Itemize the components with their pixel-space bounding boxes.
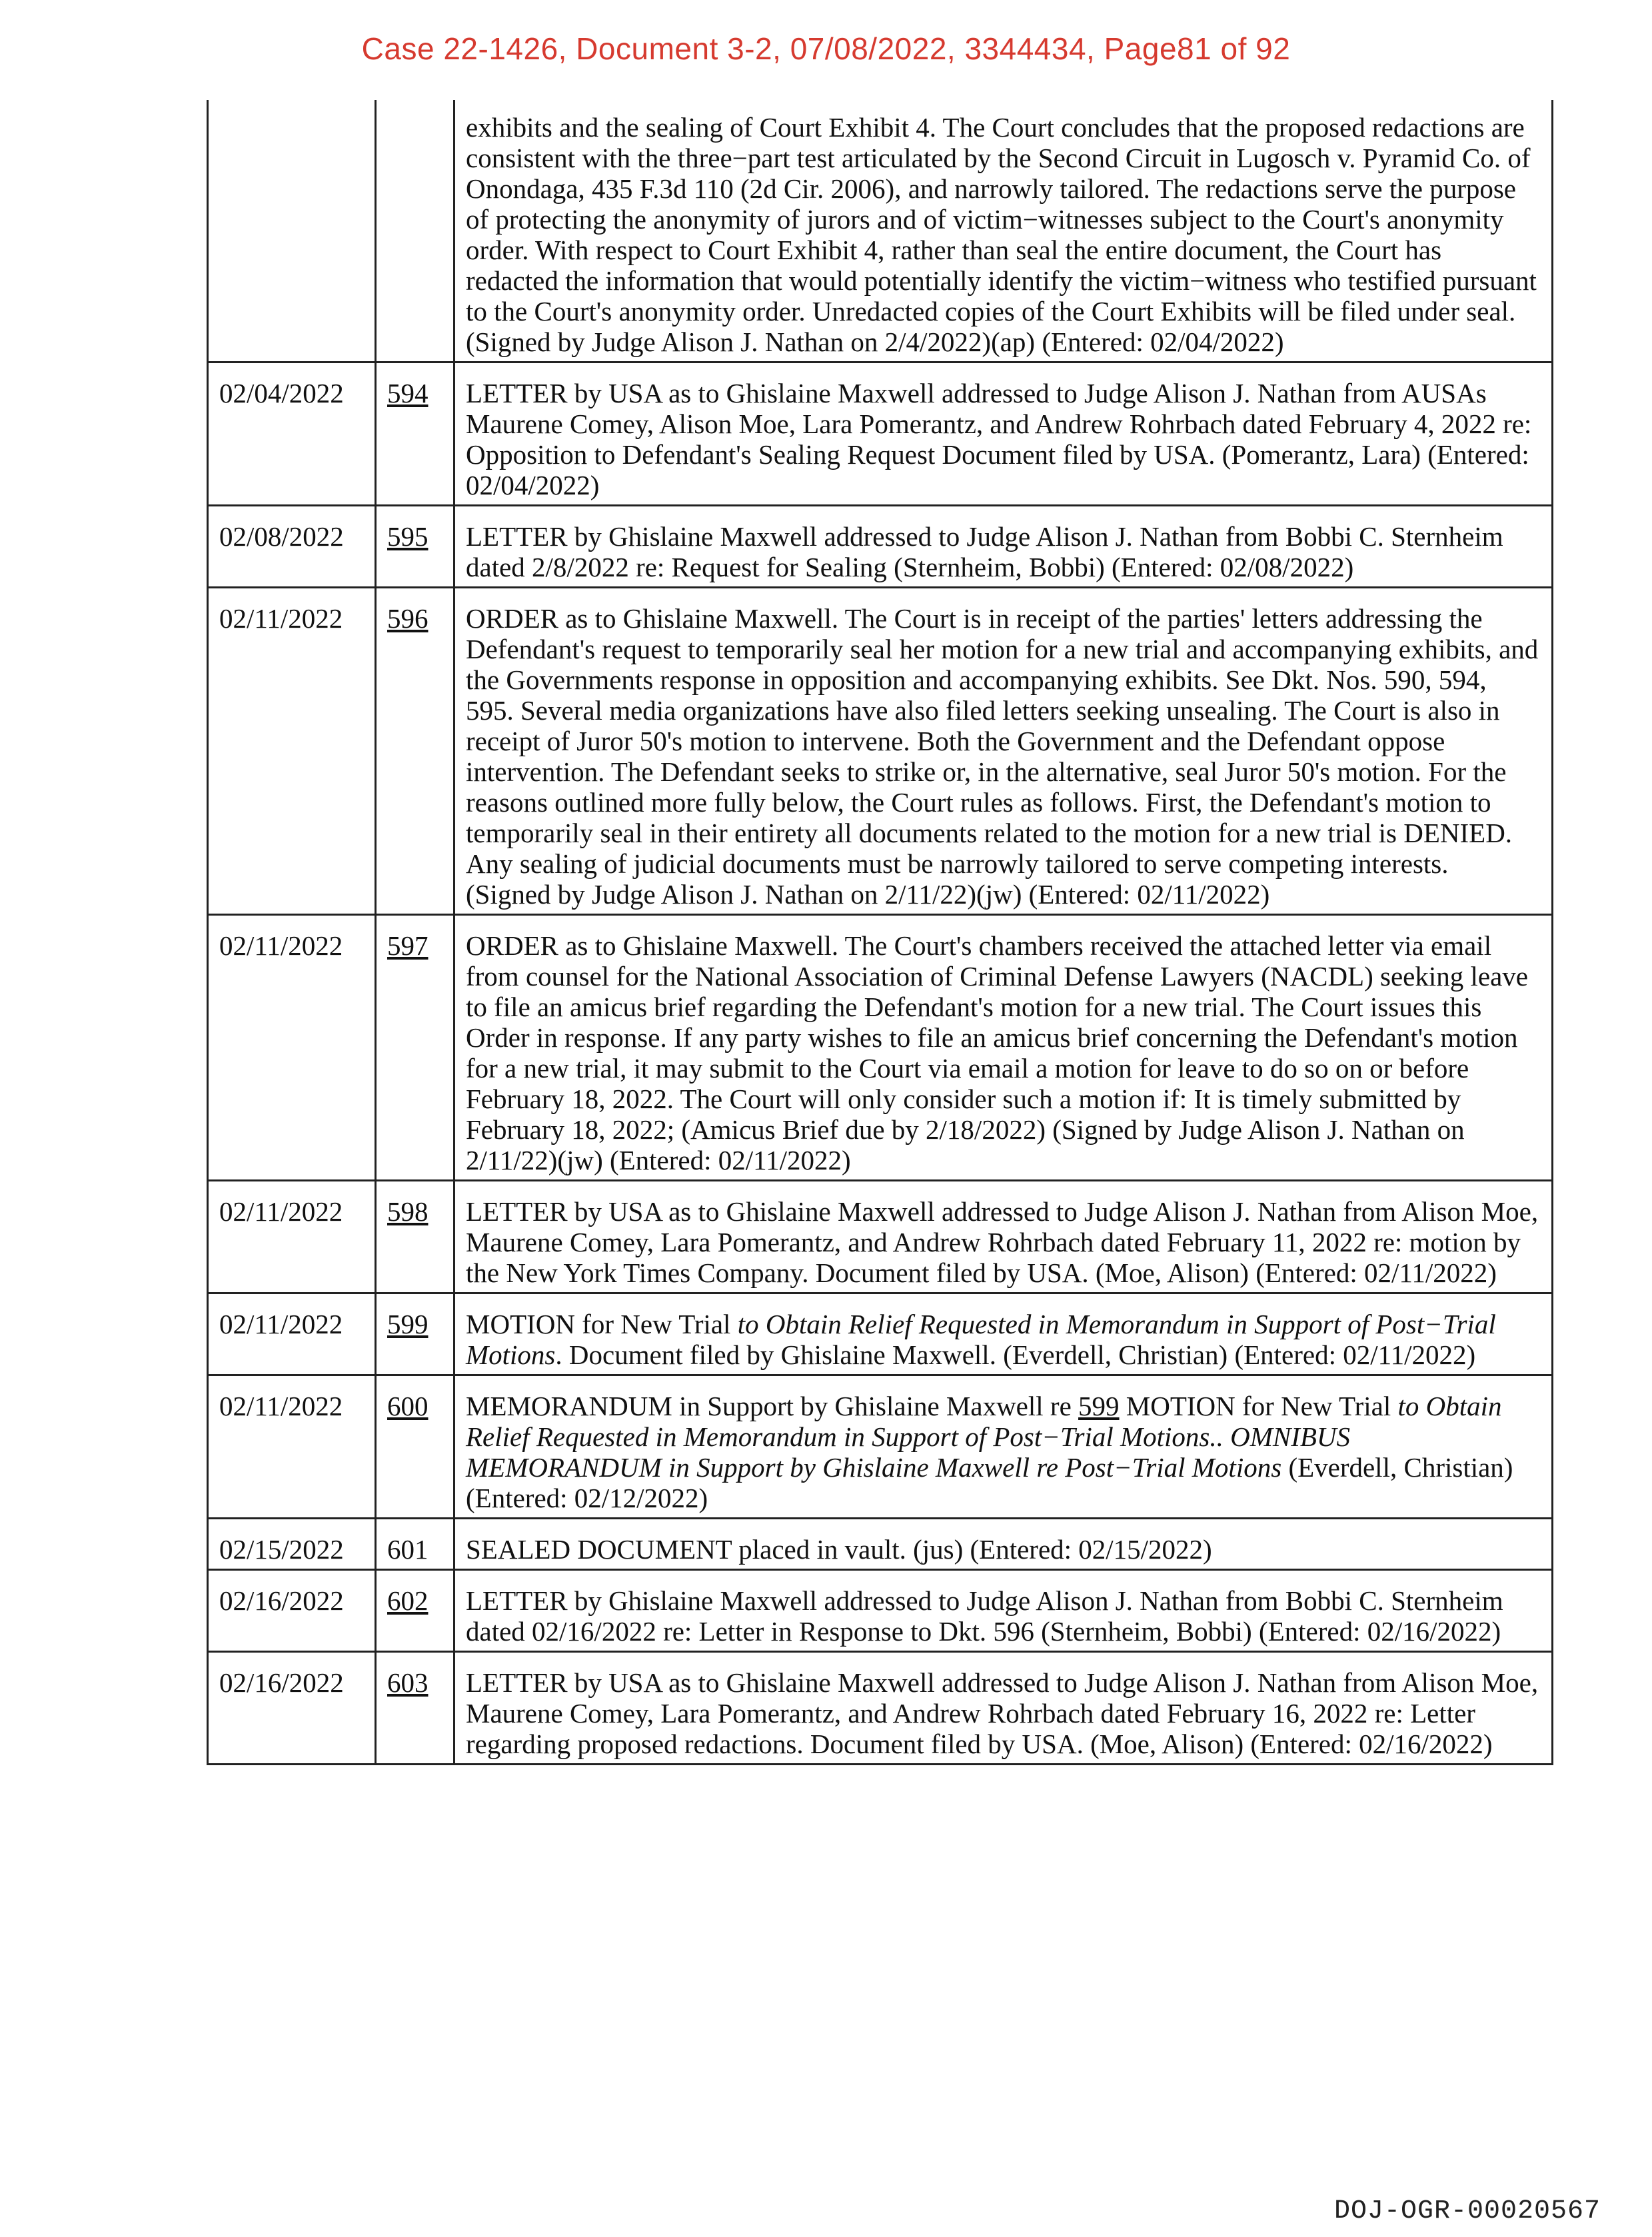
docket-number-link[interactable]: 600 bbox=[387, 1391, 428, 1421]
docket-number-link[interactable]: 594 bbox=[387, 378, 428, 408]
date-cell: 02/11/2022 bbox=[208, 1375, 376, 1519]
docket-text-plain: (Everdell, Christian) (Entered: 02/12/2022) bbox=[466, 1452, 1513, 1513]
table-row bbox=[208, 363, 1553, 506]
number-cell bbox=[376, 100, 454, 363]
docket-number-link[interactable]: 603 bbox=[387, 1667, 428, 1698]
number-cell bbox=[376, 363, 454, 506]
date-cell: 02/04/2022 bbox=[208, 363, 376, 506]
table-row bbox=[208, 1570, 1553, 1652]
table-row bbox=[208, 915, 1553, 1181]
docket-text-plain: . Document filed by Ghislaine Maxwell. (Everdell, Christian) (Entered: 02/11/2022) bbox=[555, 1339, 1476, 1370]
date-cell: 02/15/2022 bbox=[208, 1519, 376, 1570]
table-row bbox=[208, 588, 1553, 915]
docket-number-link[interactable]: 602 bbox=[387, 1585, 428, 1616]
date-cell: 02/11/2022 bbox=[208, 1181, 376, 1293]
number-cell bbox=[376, 915, 454, 1181]
docket-text: LETTER by Ghislaine Maxwell addressed to Judge Alison J. Nathan from Bobbi C. Sternheim dated 2/8/2022 re: Request for Sealing (Sternheim, Bobbi) (Entered: 02/08/2022) bbox=[454, 506, 1553, 588]
date-cell: 02/16/2022 bbox=[208, 1652, 376, 1765]
docket-reference-link[interactable]: 599 bbox=[1078, 1391, 1120, 1421]
case-header: Case 22-1426, Document 3-2, 07/08/2022, 3344434, Page81 of 92 bbox=[361, 31, 1291, 66]
docket-number-link[interactable]: 598 bbox=[387, 1196, 428, 1227]
docket-text: LETTER by Ghislaine Maxwell addressed to Judge Alison J. Nathan from Bobbi C. Sternheim dated 02/16/2022 re: Letter in Response to Dkt. 596 (Sternheim, Bobbi) (Entered: 02/16/2022) bbox=[454, 1570, 1553, 1652]
table-row bbox=[208, 1293, 1553, 1375]
docket-text-plain: MOTION for New Trial bbox=[466, 1309, 738, 1339]
docket-number-link[interactable]: 599 bbox=[387, 1309, 428, 1339]
date-cell: 02/08/2022 bbox=[208, 506, 376, 588]
docket-text-plain: MEMORANDUM in Support by Ghislaine Maxwell re bbox=[466, 1391, 1079, 1421]
docket-number-link[interactable]: 596 bbox=[387, 603, 428, 634]
docket-text-plain: MOTION for New Trial bbox=[1119, 1391, 1398, 1421]
number-cell bbox=[376, 588, 454, 915]
docket-text: LETTER by USA as to Ghislaine Maxwell addressed to Judge Alison J. Nathan from AUSAs Maurene Comey, Alison Moe, Lara Pomerantz, and Andrew Rohrbach dated February 4, 2022 re: Opposition to Defendant's Sealing Request Document filed by USA. (Pomerantz, Lara) (Entered: 02/04/2022) bbox=[454, 363, 1553, 506]
docket-text: SEALED DOCUMENT placed in vault. (jus) (Entered: 02/15/2022) bbox=[454, 1519, 1553, 1570]
table-row bbox=[208, 100, 1553, 363]
date-cell bbox=[208, 100, 376, 363]
docket-table bbox=[207, 100, 1553, 1765]
table-row bbox=[208, 1181, 1553, 1293]
docket-text bbox=[454, 1293, 1553, 1375]
docket-text: ORDER as to Ghislaine Maxwell. The Court is in receipt of the parties' letters addressing the Defendant's request to temporarily seal her motion for a new trial and accompanying exhibits, and the Governments response in opposition and accompanying exhibits. See Dkt. Nos. 590, 594, 595. Several media organizations have also filed letters seeking unsealing. The Court is also in receipt of Juror 50's motion to intervene. Both the Government and the Defendant oppose intervention. The Defendant seeks to strike or, in the alternative, seal Juror 50's motion. For the reasons outlined more fully below, the Court rules as follows. First, the Defendant's motion to temporarily seal in their entirety all documents related to the motion for a new trial is DENIED. Any sealing of judicial documents must be narrowly tailored to serve competing interests. (Signed by Judge Alison J. Nathan on 2/11/22)(jw) (Entered: 02/11/2022) bbox=[454, 588, 1553, 915]
date-cell: 02/11/2022 bbox=[208, 588, 376, 915]
docket-text: exhibits and the sealing of Court Exhibit 4. The Court concludes that the proposed redactions are consistent with the three−part test articulated by the Second Circuit in Lugosch v. Pyramid Co. of Onondaga, 435 F.3d 110 (2d Cir. 2006), and narrowly tailored. The redactions serve the purpose of protecting the anonymity of jurors and of victim−witnesses subject to the Court's anonymity order. With respect to Court Exhibit 4, rather than seal the entire document, the Court has redacted the information that would potentially identify the victim−witness who testified pursuant to the Court's anonymity order. Unredacted copies of the Court Exhibits will be filed under seal. (Signed by Judge Alison J. Nathan on 2/4/2022)(ap) (Entered: 02/04/2022) bbox=[454, 100, 1553, 363]
number-cell bbox=[376, 1181, 454, 1293]
table-row bbox=[208, 1375, 1553, 1519]
docket-number-link[interactable]: 597 bbox=[387, 930, 428, 961]
docket-text-italic: to Obtain Relief Requested in Memorandum in Support of Post−Trial Motions.. OMNIBUS MEMORANDUM in Support by Ghislaine Maxwell re Post−Trial Motions bbox=[466, 1391, 1502, 1483]
number-cell bbox=[376, 506, 454, 588]
number-cell bbox=[376, 1570, 454, 1652]
docket-text bbox=[454, 1375, 1553, 1519]
table-row bbox=[208, 506, 1553, 588]
table-row bbox=[208, 1652, 1553, 1765]
docket-text-italic: to Obtain Relief Requested in Memorandum in Support of Post−Trial Motions bbox=[466, 1309, 1496, 1370]
number-cell: 601 bbox=[376, 1519, 454, 1570]
docket-text: ORDER as to Ghislaine Maxwell. The Court's chambers received the attached letter via email from counsel for the National Association of Criminal Defense Lawyers (NACDL) seeking leave to file an amicus brief regarding the Defendant's motion for a new trial. The Court issues this Order in response. If any party wishes to file an amicus brief concerning the Defendant's motion for a new trial, it may submit to the Court via email a motion for leave to do so on or before February 18, 2022. The Court will only consider such a motion if: It is timely submitted by February 18, 2022; (Amicus Brief due by 2/18/2022) (Signed by Judge Alison J. Nathan on 2/11/22)(jw) (Entered: 02/11/2022) bbox=[454, 915, 1553, 1181]
docket-text: LETTER by USA as to Ghislaine Maxwell addressed to Judge Alison J. Nathan from Alison Moe, Maurene Comey, Lara Pomerantz, and Andrew Rohrbach dated February 11, 2022 re: motion by the New York Times Company. Document filed by USA. (Moe, Alison) (Entered: 02/11/2022) bbox=[454, 1181, 1553, 1293]
date-cell: 02/16/2022 bbox=[208, 1570, 376, 1652]
docket-text: LETTER by USA as to Ghislaine Maxwell addressed to Judge Alison J. Nathan from Alison Moe, Maurene Comey, Lara Pomerantz, and Andrew Rohrbach dated February 16, 2022 re: Letter regarding proposed redactions. Document filed by USA. (Moe, Alison) (Entered: 02/16/2022) bbox=[454, 1652, 1553, 1765]
table-row bbox=[208, 1519, 1553, 1570]
number-cell bbox=[376, 1375, 454, 1519]
bates-number: DOJ-OGR-00020567 bbox=[1333, 2196, 1601, 2226]
number-cell bbox=[376, 1652, 454, 1765]
date-cell: 02/11/2022 bbox=[208, 915, 376, 1181]
docket-number-link[interactable]: 595 bbox=[387, 521, 428, 552]
date-cell: 02/11/2022 bbox=[208, 1293, 376, 1375]
number-cell bbox=[376, 1293, 454, 1375]
